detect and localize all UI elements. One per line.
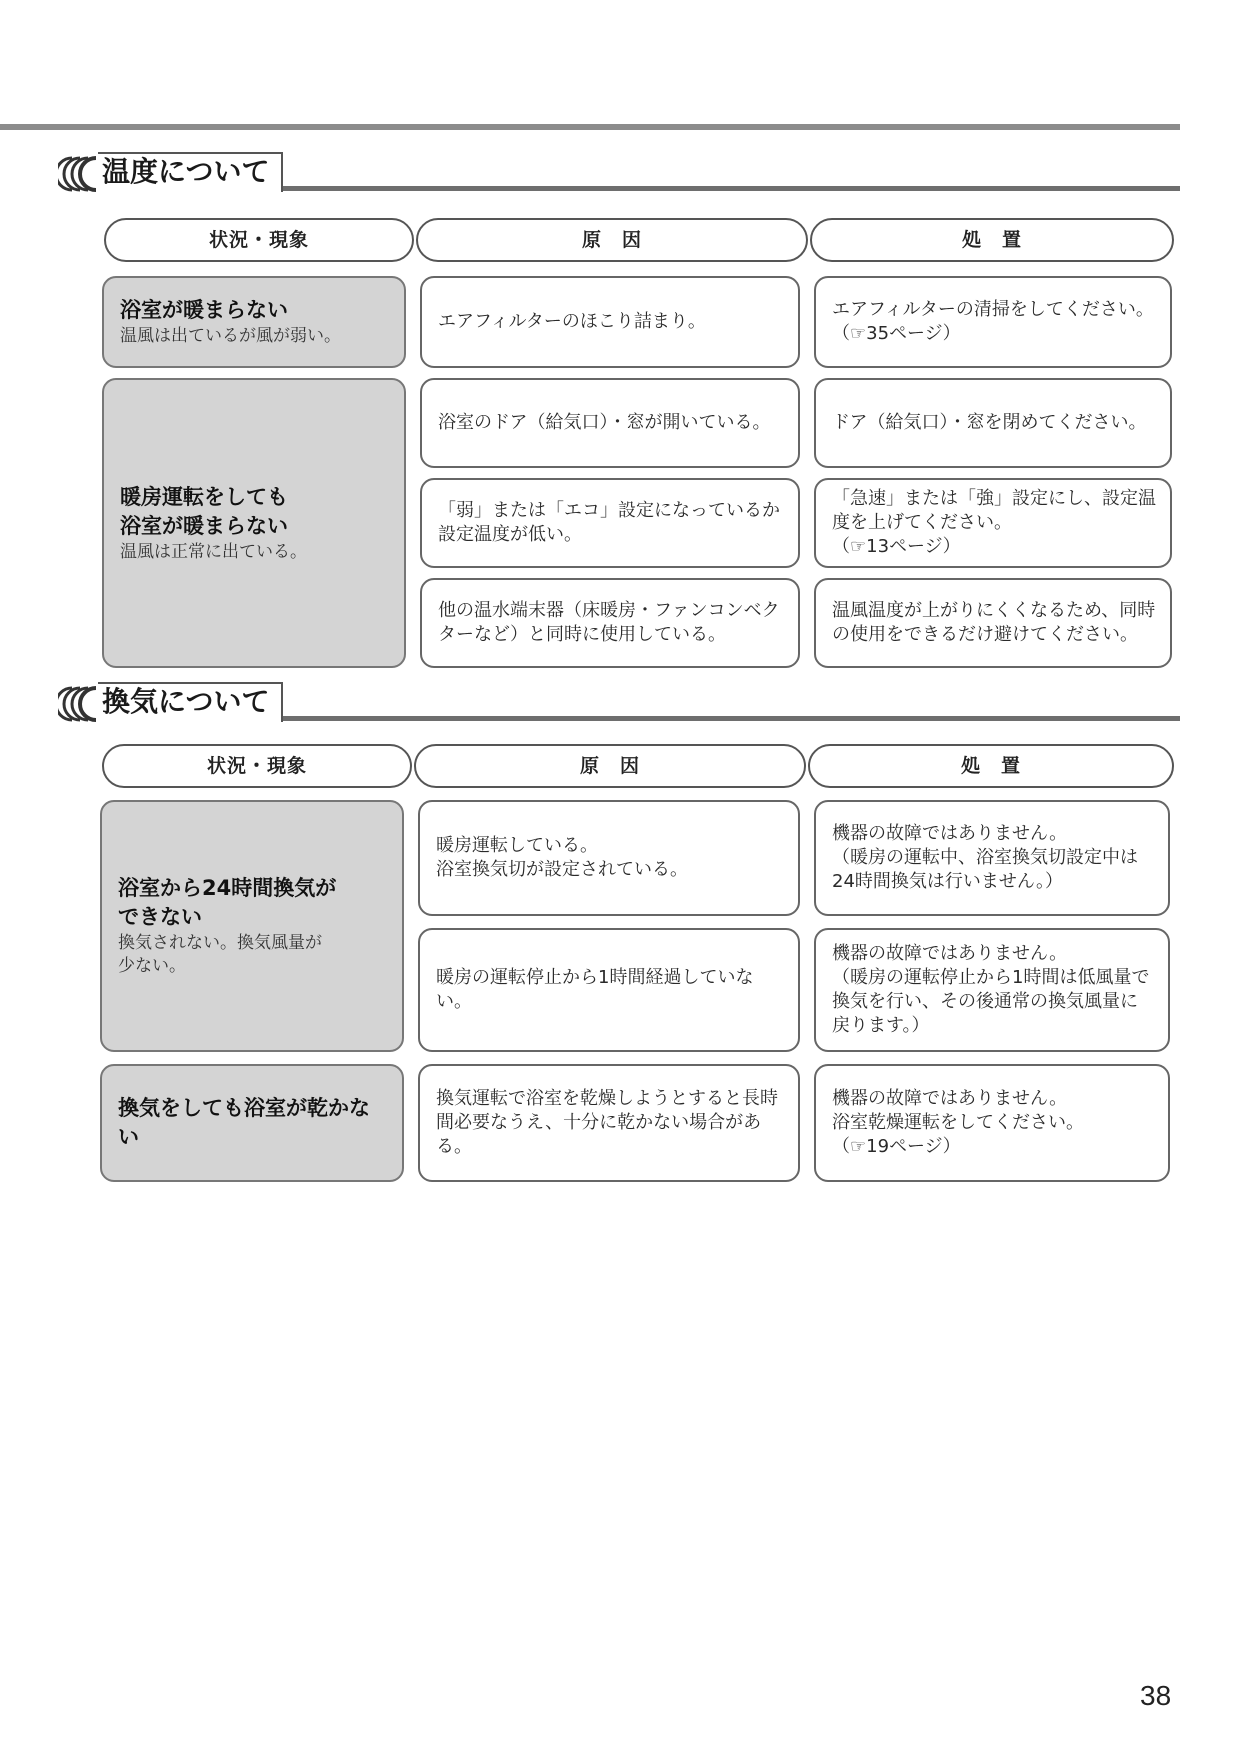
cause-cell: 「弱」または「エコ」設定になっているか設定温度が低い。: [420, 478, 800, 568]
section-heading: [58, 152, 1180, 196]
header-condition: 状況・現象: [102, 744, 412, 788]
section-title: 換気について: [98, 682, 283, 722]
condition-cell: [100, 800, 404, 1052]
top-rule: [0, 124, 1180, 130]
cause-cell: 暖房運転している。 浴室換気切が設定されている。: [418, 800, 800, 916]
remedy-cell: 「急速」または「強」設定にし、設定温度を上げてください。 （☞13ページ）: [814, 478, 1172, 568]
condition-subtitle: 温風は出ているが風が弱い。: [120, 326, 341, 346]
remedy-cell: エアフィルターの清掃をしてください。（☞35ページ）: [814, 276, 1172, 368]
section-heading: [58, 682, 1180, 726]
header-cause: 原 因: [416, 218, 808, 262]
page-number: 38: [1140, 1680, 1172, 1711]
condition-title: 暖房運転をしても 浴室が暖まらない: [120, 484, 288, 538]
header-condition: 状況・現象: [104, 218, 414, 262]
cause-cell: 他の温水端末器（床暖房・ファンコンベクターなど）と同時に使用している。: [420, 578, 800, 668]
condition-title: 換気をしても浴室が乾かない: [118, 1096, 370, 1149]
remedy-cell: 機器の故障ではありません。 （暖房の運転中、浴室換気切設定中は24時間換気は行いません。）: [814, 800, 1170, 916]
condition-cell: [100, 1064, 404, 1182]
remedy-cell: ドア（給気口）・窓を閉めてください。: [814, 378, 1172, 468]
remedy-cell: 機器の故障ではありません。 （暖房の運転停止から1時間は低風量で換気を行い、その後通常の換気風量に戻ります。）: [814, 928, 1170, 1052]
section-arcs-icon: [58, 686, 98, 722]
condition-cell: [102, 378, 406, 668]
cause-cell: 暖房の運転停止から1時間経過していない。: [418, 928, 800, 1052]
condition-subtitle: 換気されない。換気風量が 少ない。: [118, 933, 322, 976]
cause-cell: 換気運転で浴室を乾燥しようとすると長時間必要なうえ、十分に乾かない場合がある。: [418, 1064, 800, 1182]
condition-subtitle: 温風は正常に出ている。: [120, 541, 307, 562]
header-cause: 原 因: [414, 744, 806, 788]
header-remedy: 処 置: [808, 744, 1174, 788]
header-remedy: 処 置: [810, 218, 1174, 262]
remedy-cell: 温風温度が上がりにくくなるため、同時の使用をできるだけ避けてください。: [814, 578, 1172, 668]
condition-cell: [102, 276, 406, 368]
condition-title: 浴室が暖まらない: [120, 298, 288, 322]
section-arcs-icon: [58, 156, 98, 192]
remedy-cell: 機器の故障ではありません。 浴室乾燥運転をしてください。 （☞19ページ）: [814, 1064, 1170, 1182]
condition-title: 浴室から24時間換気が できない: [118, 876, 337, 929]
section-title: 温度について: [98, 152, 283, 192]
cause-cell: エアフィルターのほこり詰まり。: [420, 276, 800, 368]
cause-cell: 浴室のドア（給気口）・窓が開いている。: [420, 378, 800, 468]
